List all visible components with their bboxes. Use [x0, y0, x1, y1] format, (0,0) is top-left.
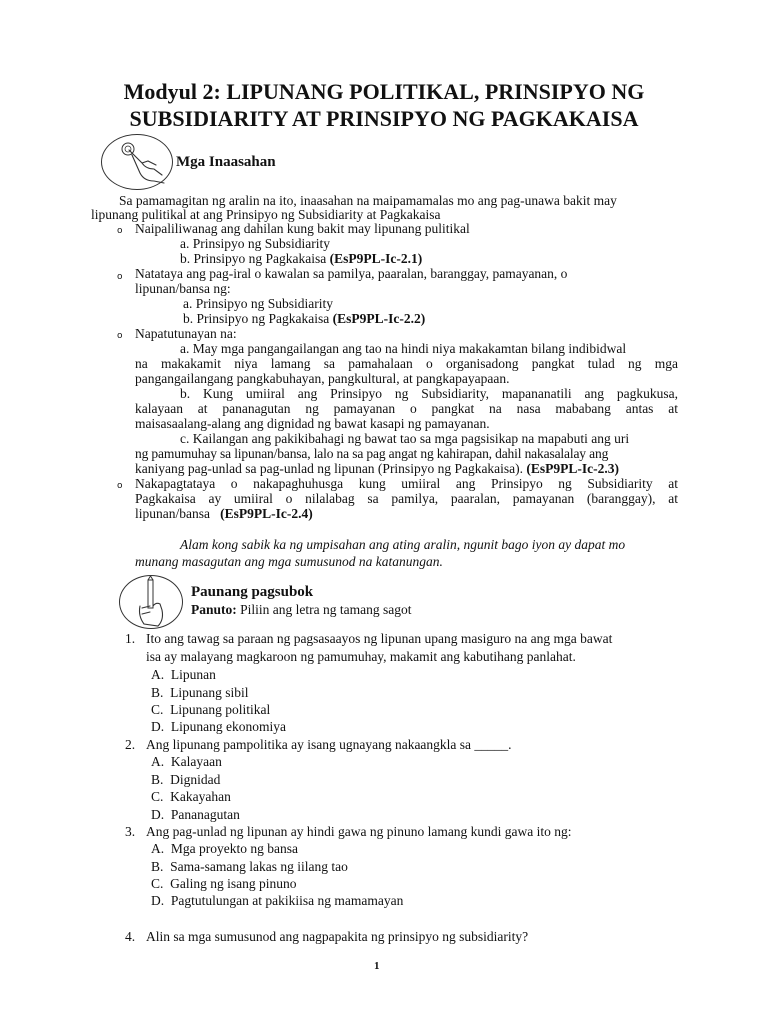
intro-line2: lipunang pulitikal at ang Prinsipyo ng Subsidiarity at Pagkakaisa: [91, 207, 441, 222]
page-number: 1: [374, 960, 380, 972]
pretest-instructions: [191, 601, 411, 618]
bullet-4-line3: [135, 505, 313, 522]
choice-text: Lipunan: [170, 667, 216, 682]
bullet-1b-text: b. Prinsipyo ng Pagkakaisa: [180, 251, 327, 266]
module-title-line1: Modyul 2: LIPUNANG POLITIKAL, PRINSIPYO NG: [123, 79, 645, 104]
instructions-label: Panuto:: [191, 602, 237, 617]
touch-hand-icon: [101, 134, 173, 190]
question-2-line1: Ang lipunang pampolitika ay isang ugnayang nakaangkla sa _____.: [146, 737, 512, 752]
bullet-4-line3-text: lipunan/bansa: [135, 506, 210, 521]
question-2-number: 2.: [125, 737, 136, 752]
bullet-2-line2: lipunan/bansa ng:: [135, 281, 231, 296]
pencil-hand-icon: [119, 575, 183, 629]
choice-letter: C.: [151, 789, 164, 804]
choice-letter: B.: [151, 859, 164, 874]
bullet-3c-line1: c. Kailangan ang pakikibahagi ng bawat tao sa mga pagsisikap na mapabuti ang uri: [180, 431, 630, 446]
question-1-line2: isa ay malayang magkaroon ng pamumuhay, makamit ang kabutihang panlahat.: [146, 649, 576, 664]
bullet-4-line1: Nakapagtataya o nakapaghuhusga kung umiiral ang Prinsipyo ng Subsidiarity at: [135, 476, 678, 491]
choice-text: Sama-samang lakas ng iilang tao: [170, 859, 348, 874]
q3-choice-d[interactable]: [151, 892, 403, 909]
bullet-3c-code: (EsP9PL-Ic-2.3): [526, 461, 620, 476]
module-title: [0, 78, 768, 132]
choice-text: Mga proyekto ng bansa: [170, 841, 298, 856]
bullet-2b-text: b. Prinsipyo ng Pagkakaisa: [183, 311, 330, 326]
choice-letter: C.: [151, 876, 164, 891]
choice-letter: C.: [151, 702, 164, 717]
bullet-3b-line1: b. Kung umiiral ang Prinsipyo ng Subsidiarity, mapananatili ang pagkukusa,: [180, 386, 678, 401]
q2-choice-c[interactable]: [151, 788, 231, 805]
bullet-2a: a. Prinsipyo ng Subsidiarity: [183, 296, 334, 311]
bullet-4-code: (EsP9PL-Ic-2.4): [220, 506, 313, 521]
choice-letter: D.: [151, 719, 165, 734]
q1-choice-b[interactable]: [151, 684, 249, 701]
bullet-3-text: Napatutunayan na:: [135, 326, 237, 341]
bullet-3b-line2: kalayaan at pananagutan ng pamayanan o pangkat na nasa mababang antas at: [135, 401, 678, 416]
choice-letter: B.: [151, 685, 164, 700]
q2-choice-b[interactable]: [151, 771, 220, 788]
q2-choice-d[interactable]: [151, 806, 240, 823]
bullet-3a-line3: pangangailangang pangkabuhayan, pangkultural, at pangkapayapaan.: [135, 371, 510, 386]
pretest-heading: Paunang pagsubok: [191, 584, 314, 600]
question-1-line1: Ito ang tawag sa paraan ng pagsasaayos ng lipunan upang masiguro na ang mga bawat: [146, 631, 613, 646]
choice-letter: A.: [151, 667, 165, 682]
bullet-2-line1: Natataya ang pag-iral o kawalan sa pamilya, paaralan, baranggay, pamayanan, o: [135, 266, 568, 281]
bullet-1b-code: (EsP9PL-Ic-2.1): [329, 251, 423, 266]
question-3-line1: Ang pag-unlad ng lipunan ay hindi gawa ng pinuno lamang kundi gawa ito ng:: [146, 824, 572, 839]
bullet-2b-code: (EsP9PL-Ic-2.2): [332, 311, 426, 326]
bullet-3a-line1: a. May mga pangangailangan ang tao na hindi niya makakamtan bilang indibidwal: [180, 341, 627, 356]
question-3-number: 3.: [125, 824, 136, 839]
choice-text: Lipunang ekonomiya: [170, 719, 286, 734]
q1-choice-d[interactable]: [151, 718, 286, 735]
question-4-number: 4.: [125, 929, 136, 944]
q1-choice-a[interactable]: [151, 666, 216, 683]
note-line2: [135, 553, 443, 570]
intro-line1: Sa pamamagitan ng aralin na ito, inaasahan na maipamamalas mo ang pag-unawa bakit may: [119, 193, 617, 208]
bullet-3-marker: o: [117, 331, 123, 341]
choice-letter: D.: [151, 893, 165, 908]
bullet-1-marker: o: [117, 226, 123, 236]
bullet-1-text: Naipaliliwanag ang dahilan kung bakit may lipunang pulitikal: [135, 221, 470, 236]
bullet-3c-line3-text: kaniyang pag-unlad sa pag-unlad ng lipunan (Prinsipyo ng Pagkakaisa).: [135, 461, 524, 476]
choice-text: Galing ng isang pinuno: [170, 876, 297, 891]
choice-letter: B.: [151, 772, 164, 787]
q3-choice-a[interactable]: [151, 840, 298, 857]
question-4-line1: Alin sa mga sumusunod ang nagpapakita ng prinsipyo ng subsidiarity?: [146, 929, 529, 944]
choice-text: Lipunang politikal: [170, 702, 271, 717]
instructions-text: Piliin ang letra ng tamang sagot: [240, 602, 412, 617]
module-title-line2: SUBSIDIARITY AT PRINSIPYO NG PAGKAKAISA: [129, 106, 639, 131]
choice-text: Kakayahan: [170, 789, 231, 804]
choice-text: Pananagutan: [170, 807, 240, 822]
choice-letter: D.: [151, 807, 165, 822]
note-line1-text: Alam kong sabik ka ng umpisahan ang ating aralin, ngunit bago iyon ay dapat mo: [180, 537, 626, 552]
question-1-number: 1.: [125, 631, 136, 646]
q1-choice-c[interactable]: [151, 701, 270, 718]
choice-text: Pagtutulungan at pakikiisa ng mamamayan: [170, 893, 404, 908]
choice-text: Dignidad: [170, 772, 221, 787]
choice-text: Lipunang sibil: [170, 685, 249, 700]
bullet-4-marker: o: [117, 481, 123, 491]
bullet-3c-line2: ng pamumuhay sa lipunan/bansa, lalo na sa pag angat ng kahirapan, dahil nakasalalay ang: [135, 446, 609, 461]
choice-text: Kalayaan: [170, 754, 222, 769]
bullet-4-line2: Pagkakaisa ay umiiral o nilalabag sa pamilya, paaralan, pamayanan (baranggay), at: [135, 491, 678, 506]
bullet-3b-line3: maisasaalang-alang ang dignidad ng bawat kasapi ng pamayanan.: [135, 416, 490, 431]
choice-letter: A.: [151, 754, 165, 769]
q2-choice-a[interactable]: [151, 753, 222, 770]
q3-choice-b[interactable]: [151, 858, 348, 875]
choice-letter: A.: [151, 841, 165, 856]
bullet-3a-line2: na makakamit niya lamang sa pamahalaan o organisadong pangkat tulad ng mga: [135, 356, 678, 371]
bullet-2-marker: o: [117, 272, 123, 282]
expectations-heading: Mga Inaasahan: [176, 154, 276, 170]
note-line1: [180, 536, 625, 553]
q3-choice-c[interactable]: [151, 875, 297, 892]
bullet-1a: a. Prinsipyo ng Subsidiarity: [180, 236, 331, 251]
note-line2-text: munang masagutan ang mga sumusunod na katanungan.: [135, 554, 443, 569]
